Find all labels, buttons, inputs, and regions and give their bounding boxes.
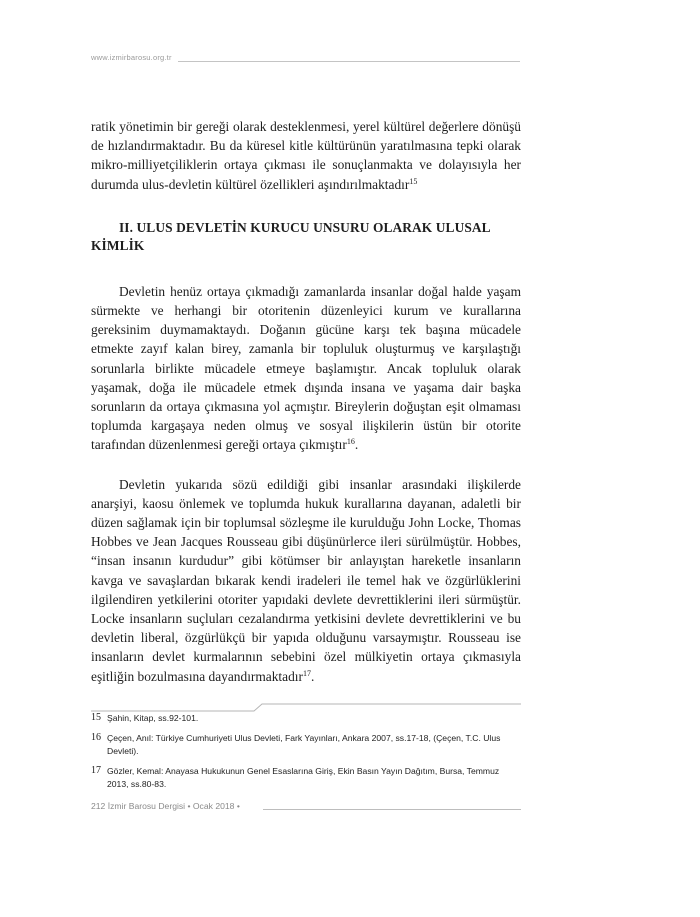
footnote-number: 16 [91, 732, 101, 743]
footnotes [91, 712, 521, 798]
paragraph-1-text: ratik yönetimin bir gereği olarak desteklenmesi, yerel kültürel değerlere dönüşü de hızlandırmaktadır. Bu da küresel kitle kültürünün yaratılmasına tepki olarak mikro-milliyetçiliklerin ortaya çıkması ile sonuçlanmakta ve dolayısıyla her durumda ulus-devletin kültürel özellikleri aşındırılmaktadır [91, 119, 521, 192]
footnote-ref-15[interactable]: 15 [409, 176, 418, 186]
paragraph-1 [91, 117, 521, 194]
header-url: www.izmirbarosu.org.tr [91, 53, 172, 62]
footer-text: 212 İzmir Barosu Dergisi • Ocak 2018 • [91, 801, 240, 811]
paragraph-3-text: Devletin yukarıda sözü edildiği gibi insanlar arasındaki ilişkilerde anarşiyi, kaosu önlemek ve toplumda hukuk kurallarına dayanan, adaletli bir düzen sağlamak için bir toplumsal sözleşme ile kurulduğu John Locke, Thomas Hobbes ve Jean Jacques Rousseau gibi düşünürlerce ileri sürülmüştür. Hobbes, “insan insanın kurdudur” gibi kötümser bir anlayıştan hareketle insanların kavga ve savaşlardan bıkarak kendi iradeleri ile temel hak ve özgürlüklerini ilgilendiren yetkilerini otoriter yapıdaki devlete devrettiklerini ileri sürmüştür. Locke insanların suçluları cezalandırma yetkisini devlete devrettiklerini ve bu devletin liberal, özgürlükçü bir yapıda olduğunu varsaymıştır. Rousseau ise insanların devlet kurmalarının sebebini özel mülkiyetin ortaya çıkmasıyla eşitliğin bozulmasına dayandırmaktadır [91, 476, 521, 684]
main-text [91, 117, 521, 686]
footnote-15 [91, 712, 521, 725]
page-footer [91, 801, 521, 815]
paragraph-2: Devletin henüz ortaya çıkmadığı zamanlarda insanlar doğal halde yaşam sürmekte ve herhangi bir otoritenin düzenleyici kurum ve kurallarına gereksinim duymamaktaydı. Doğanın gücüne karşı tek başına mücadele etmekte zayıf kalan birey, zamanla bir topluluk oluşturmuş ve karşılaştığı sorunlarla birlikte mücadele etmeye başlamıştır. Ancak topluluk olarak yaşamak, doğa ile mücadele etmek dışında insana ve yaşama dair başka sorunların da ortaya çıkmasına yol açmıştır. Bireylerin doğuştan eşit olmaması toplumda kargaşaya neden olmuş ve sosyal ilişkilerin üstün bir otorite tarafından düzenlenmesi gereği ortaya çıkmıştır$^{16}$. [91, 283, 521, 453]
section-heading: II. ULUS DEVLETİN KURUCU UNSURU OLARAK ULUSAL KİMLİK [91, 219, 490, 253]
footnote-text: Gözler, Kemal: Anayasa Hukukunun Genel Esaslarına Giriş, Ekin Basın Yayın Dağıtım, Bursa, Temmuz 2013, ss.80-83. [107, 766, 500, 789]
footnote-17 [91, 765, 521, 791]
footnote-16 [91, 732, 521, 758]
paragraph-3: Devletin yukarıda sözü edildiği gibi insanlar arasındaki ilişkilerde anarşiyi, kaosu önlemek ve toplumda hukuk kurallarına dayanan, adaletli bir düzen sağlamak için bir toplumsal sözleşme ile kurulduğu John Locke, Thomas Hobbes ve Jean Jacques Rousseau gibi düşünürlerce ileri sürülmüştür. Hobbes, “insan insanın kurdudur” gibi kötümser bir anlayıştan hareketle insanların kavga ve savaşlardan bıkarak kendi iradeleri ile temel hak ve özgürlüklerini ilgilendiren yetkilerini otoriter yapıdaki devlete devrettiklerini ileri sürmüştür. Locke insanların suçluları cezalandırma yetkisini devlete devrettiklerini ve bu devletin liberal, özgürlükçü bir yapıda olduğunu varsaymıştır. Rousseau ise insanların devlet kurmalarının sebebini özel mülkiyetin ortaya çıkmasıyla eşitliğin bozulmasına dayandırmaktadır$^{17}$. [91, 476, 521, 684]
footnote-ref-17[interactable]: 17 [302, 668, 311, 678]
paragraph-2-text: Devletin henüz ortaya çıkmadığı zamanlarda insanlar doğal halde yaşam sürmekte ve herhangi bir otoritenin düzenleyici kurum ve kurallarına gereksinim duymamaktaydı. Doğanın gücüne karşı tek başına mücadele etmekte zayıf kalan birey, zamanla bir topluluk oluşturmuş ve karşılaştığı sorunlarla birlikte mücadele etmeye başlamıştır. Ancak topluluk olarak yaşamak, doğa ile mücadele etmek dışında insana ve yaşama dair başka sorunların da ortaya çıkmasına yol açmıştır. Bireylerin doğuştan eşit olmaması toplumda kargaşaya neden olmuş ve sosyal ilişkilerin üstün bir otorite tarafından düzenlenmesi gereği ortaya çıkmıştır [91, 283, 521, 453]
footnote-text: Şahin, Kitap, ss.92-101. [107, 713, 199, 723]
footnote-ref-16[interactable]: 16 [346, 437, 355, 447]
footer-rule [263, 809, 521, 810]
header-rule [178, 61, 520, 62]
footnote-text: Çeçen, Anıl: Türkiye Cumhuriyeti Ulus Devleti, Fark Yayınları, Ankara 2007, ss.17-18, (Çeçen, T.C. Ulus Devleti). [107, 733, 501, 756]
footnote-number: 15 [91, 712, 101, 723]
footnote-number: 17 [91, 765, 101, 776]
